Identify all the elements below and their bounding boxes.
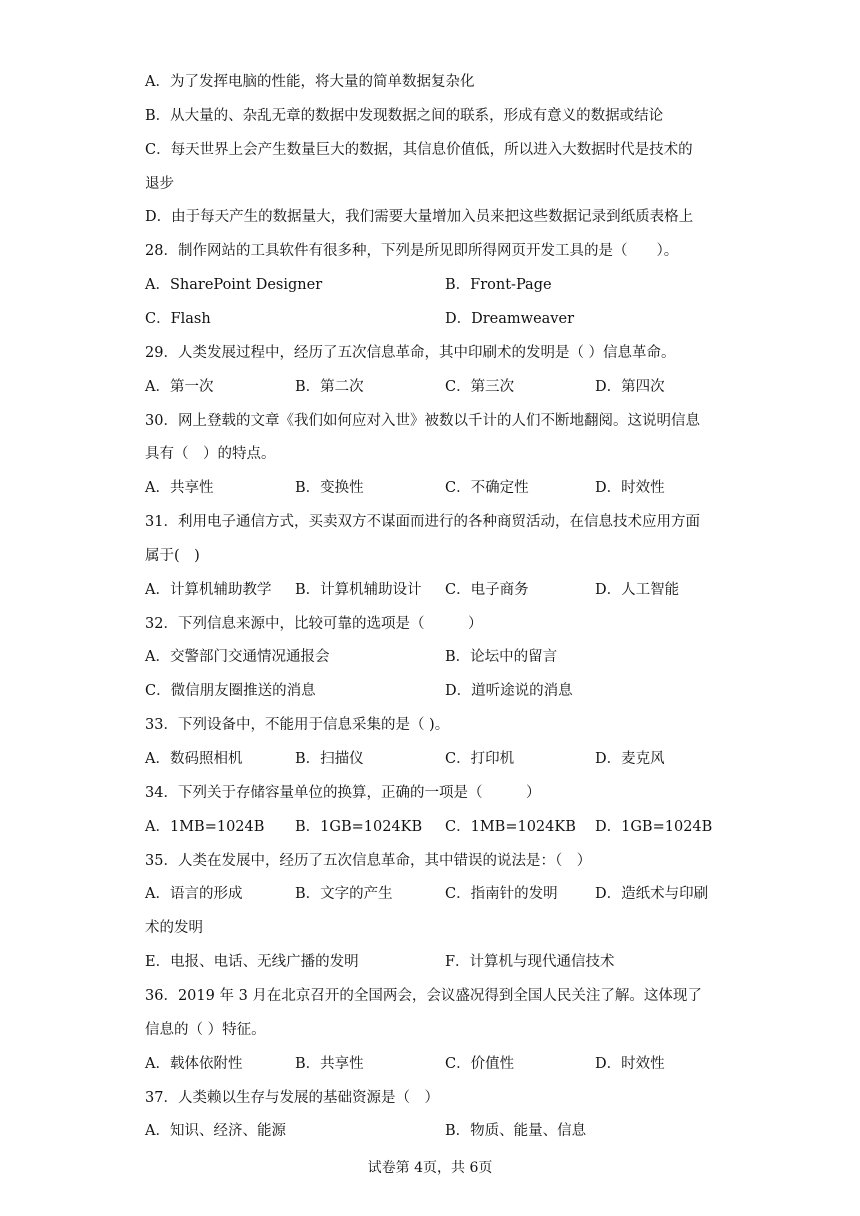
answer-option: D．第四次 bbox=[595, 378, 665, 395]
answer-option: B．论坛中的留言 bbox=[445, 649, 558, 666]
question-stem: 属于( ) bbox=[145, 547, 200, 564]
answer-option: D．Dreamweaver bbox=[445, 310, 574, 327]
question-stem: 信息的（ ）特征。 bbox=[145, 1021, 266, 1038]
question-stem: 28．制作网站的工具软件有很多种，下列是所见即所得网页开发工具的是（ ）。 bbox=[145, 243, 679, 260]
question-stem: 29．人类发展过程中，经历了五次信息革命，其中印刷术的发明是（ ）信息革命。 bbox=[145, 344, 676, 361]
answer-option: C．1MB=1024KB bbox=[445, 818, 576, 835]
answer-option: A．数码照相机 bbox=[145, 751, 243, 767]
answer-option: D．1GB=1024B bbox=[595, 818, 713, 835]
answer-option: B．扫描仪 bbox=[295, 751, 364, 767]
answer-option: C．不确定性 bbox=[445, 480, 529, 497]
answer-option: B．Front-Page bbox=[445, 277, 552, 294]
answer-option: C．价值性 bbox=[445, 1055, 515, 1072]
answer-option: D．道听途说的消息 bbox=[445, 683, 573, 700]
answer-option: C．电子商务 bbox=[445, 581, 529, 598]
answer-option: B．第二次 bbox=[295, 378, 364, 395]
option-text: D．由于每天产生的数据量大，我们需要大量增加入员来把这些数据记录到纸质表格上 bbox=[145, 209, 694, 226]
answer-option: B．物质、能量、信息 bbox=[445, 1123, 587, 1140]
answer-option: C．微信朋友圈推送的消息 bbox=[145, 683, 316, 700]
answer-option: E．电报、电话、无线广播的发明 bbox=[145, 954, 359, 971]
question-stem: 34．下列关于存储容量单位的换算，正确的一项是（ ） bbox=[145, 784, 541, 801]
option-text: 退步 bbox=[145, 175, 174, 192]
answer-option: A．SharePoint Designer bbox=[145, 277, 323, 294]
answer-option: A．载体依附性 bbox=[145, 1055, 243, 1072]
question-stem: 具有（ ）的特点。 bbox=[145, 446, 276, 463]
question-stem: 37．人类赖以生存与发展的基础资源是（ ） bbox=[145, 1089, 439, 1106]
answer-option: B．1GB=1024KB bbox=[295, 818, 423, 835]
option-text: C．每天世界上会产生数量巨大的数据，其信息价值低，所以进入大数据时代是技术的 bbox=[145, 141, 693, 158]
answer-option: C．打印机 bbox=[445, 751, 515, 767]
question-stem: 32．下列信息来源中，比较可靠的选项是（ ） bbox=[145, 615, 483, 632]
option-text: B．从大量的、杂乱无章的数据中发现数据之间的联系，形成有意义的数据或结论 bbox=[145, 107, 664, 124]
answer-option: 术的发明 bbox=[145, 920, 203, 937]
answer-option: F．计算机与现代通信技术 bbox=[445, 954, 615, 971]
answer-option: D．人工智能 bbox=[595, 581, 680, 598]
answer-option: A．语言的形成 bbox=[145, 886, 243, 903]
answer-option: A．知识、经济、能源 bbox=[145, 1123, 286, 1140]
question-stem: 33．下列设备中，不能用于信息采集的是（ )。 bbox=[145, 717, 450, 734]
option-text: A．为了发挥电脑的性能，将大量的简单数据复杂化 bbox=[145, 74, 475, 90]
answer-option: B．变换性 bbox=[295, 480, 364, 497]
answer-option: A．交警部门交通情况通报会 bbox=[145, 649, 330, 666]
page-footer: 试卷第 4页，共 6页 bbox=[367, 1160, 493, 1176]
answer-option: D．时效性 bbox=[595, 480, 665, 497]
answer-option: C．第三次 bbox=[445, 378, 515, 395]
answer-option: D．时效性 bbox=[595, 1055, 665, 1072]
answer-option: D．造纸术与印刷 bbox=[595, 886, 709, 903]
question-stem: 36．2019 年 3 月在北京召开的全国两会，会议盛况得到全国人民关注了解。这体现了 bbox=[145, 987, 702, 1004]
answer-option: B．共享性 bbox=[295, 1055, 364, 1072]
answer-option: C．Flash bbox=[145, 310, 211, 327]
answer-option: B．文字的产生 bbox=[295, 886, 393, 903]
answer-option: B．计算机辅助设计 bbox=[295, 581, 422, 598]
answer-option: A．计算机辅助教学 bbox=[145, 581, 272, 598]
question-stem: 31．利用电子通信方式，买卖双方不谋面而进行的各种商贸活动，在信息技术应用方面 bbox=[145, 514, 700, 531]
question-stem: 35．人类在发展中，经历了五次信息革命，其中错误的说法是：（ ） bbox=[145, 852, 592, 869]
answer-option: D．麦克风 bbox=[595, 751, 665, 767]
answer-option: C．指南针的发明 bbox=[445, 886, 558, 903]
answer-option: A．1MB=1024B bbox=[145, 818, 265, 835]
answer-option: A．第一次 bbox=[145, 378, 214, 395]
answer-option: A．共享性 bbox=[145, 480, 214, 497]
question-stem: 30．网上登载的文章《我们如何应对入世》被数以千计的人们不断地翻阅。这说明信息 bbox=[145, 412, 700, 429]
